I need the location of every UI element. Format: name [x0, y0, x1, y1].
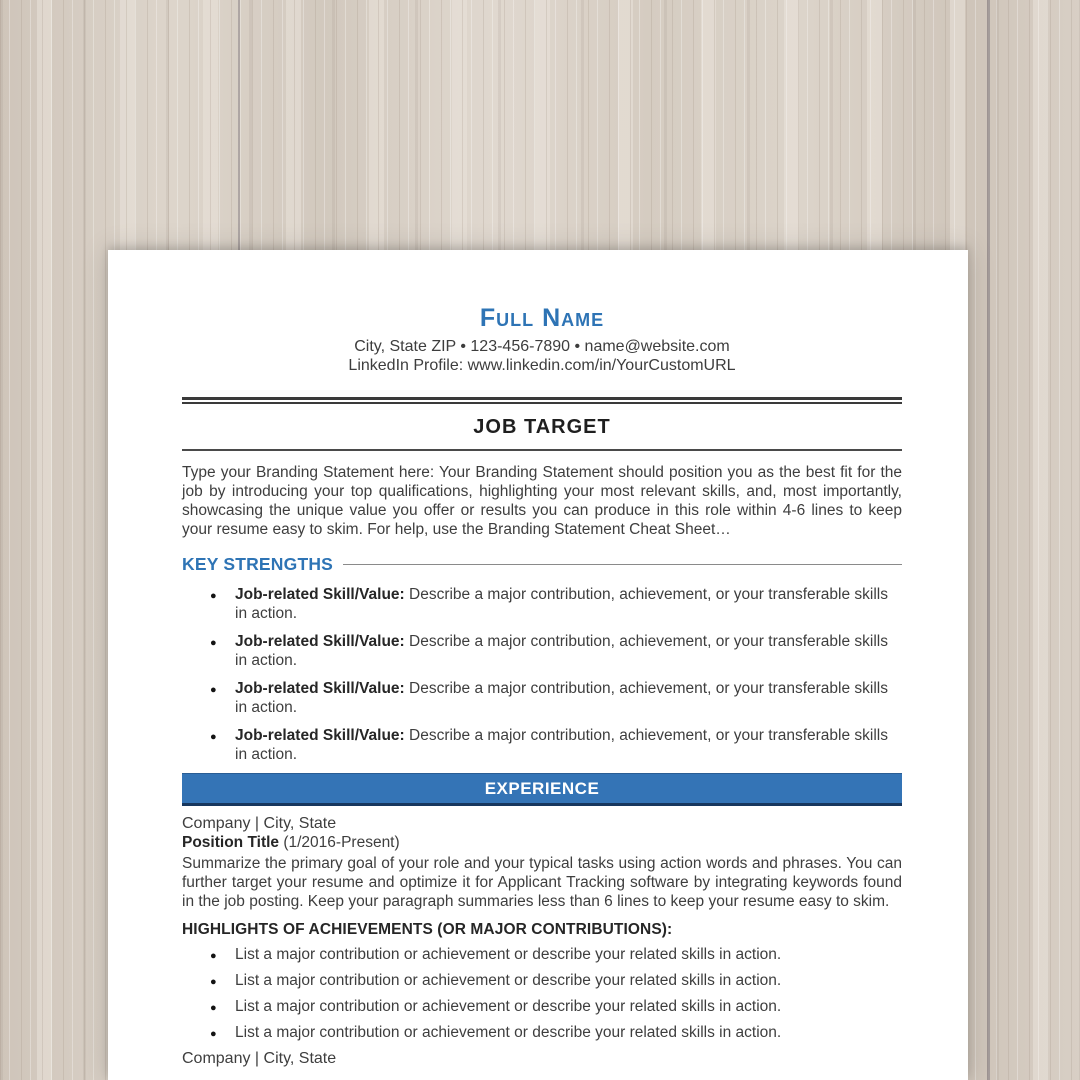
branding-statement: Type your Branding Statement here: Your Branding Statement should position you as the best fit for the job by introducing your top qualifications, highlighting your most relevant skills, and, most importantly, showcasing the unique value you offer or results you can produce in this role within 4-6 lines to keep your resume easy to skim. For help, use the Branding Statement Cheat Sheet…: [182, 464, 902, 538]
highlight-item: ● List a major contribution or achievement or describe your related skills in action.: [182, 1023, 902, 1042]
key-strength-item: [182, 679, 902, 717]
highlight-item: ● List a major contribution or achievement or describe your related skills in action.: [182, 997, 902, 1016]
key-strength-item: [182, 585, 902, 623]
position-dates: (1/2016-Present): [283, 834, 400, 851]
skill-label: Job-related Skill/Value:: [235, 727, 405, 744]
key-strengths-header: [182, 554, 902, 575]
highlight-item: ● List a major contribution or achievement or describe your related skills in action.: [182, 971, 902, 990]
skill-label: Job-related Skill/Value:: [235, 680, 405, 697]
linkedin-line: LinkedIn Profile: www.linkedin.com/in/YourCustomURL: [348, 357, 736, 374]
skill-label: Job-related Skill/Value:: [235, 586, 405, 603]
skill-label: Job-related Skill/Value:: [235, 633, 405, 650]
key-strength-item: [182, 726, 902, 764]
divider-thick: [182, 397, 902, 404]
company-line-2: Company | City, State: [182, 1050, 337, 1067]
skill-text: Describe a major contribution, achievement, or your transferable skills in action.: [235, 680, 889, 716]
resume-header: [182, 303, 902, 375]
key-strengths-heading: KEY STRENGTHS: [182, 554, 334, 574]
role-summary: Summarize the primary goal of your role and your typical tasks using action words and phrases. You can further target your resume and optimize it for Applicant Tracking software by integrating keywords found in the job posting. Keep your paragraph summaries less than 6 lines to keep your resume easy to skim.: [182, 855, 902, 910]
company-line: Company | City, State: [182, 815, 337, 832]
divider-thin: [182, 449, 902, 451]
experience-heading: EXPERIENCE: [484, 778, 600, 798]
skill-text: Describe a major contribution, achievement, or your transferable skills in action.: [235, 586, 889, 622]
resume-page: [108, 250, 968, 1080]
position-line: [182, 833, 902, 852]
full-name: Full Name: [479, 304, 605, 332]
job-target-heading: JOB TARGET: [473, 416, 611, 438]
skill-text: Describe a major contribution, achievement, or your transferable skills in action.: [235, 727, 889, 763]
contact-line: City, State ZIP • 123-456-7890 • name@website.com: [354, 338, 730, 355]
highlights-heading: HIGHLIGHTS OF ACHIEVEMENTS (OR MAJOR CONTRIBUTIONS):: [182, 921, 673, 938]
key-strength-item: [182, 632, 902, 670]
highlight-item: ● List a major contribution or achievement or describe your related skills in action.: [182, 945, 902, 964]
highlights-list: [182, 945, 902, 1042]
key-strengths-list: [182, 585, 902, 764]
position-title: Position Title: [182, 834, 280, 851]
experience-banner: [182, 773, 902, 806]
key-strengths-rule: [343, 564, 902, 565]
skill-text: Describe a major contribution, achievement, or your transferable skills in action.: [235, 633, 889, 669]
